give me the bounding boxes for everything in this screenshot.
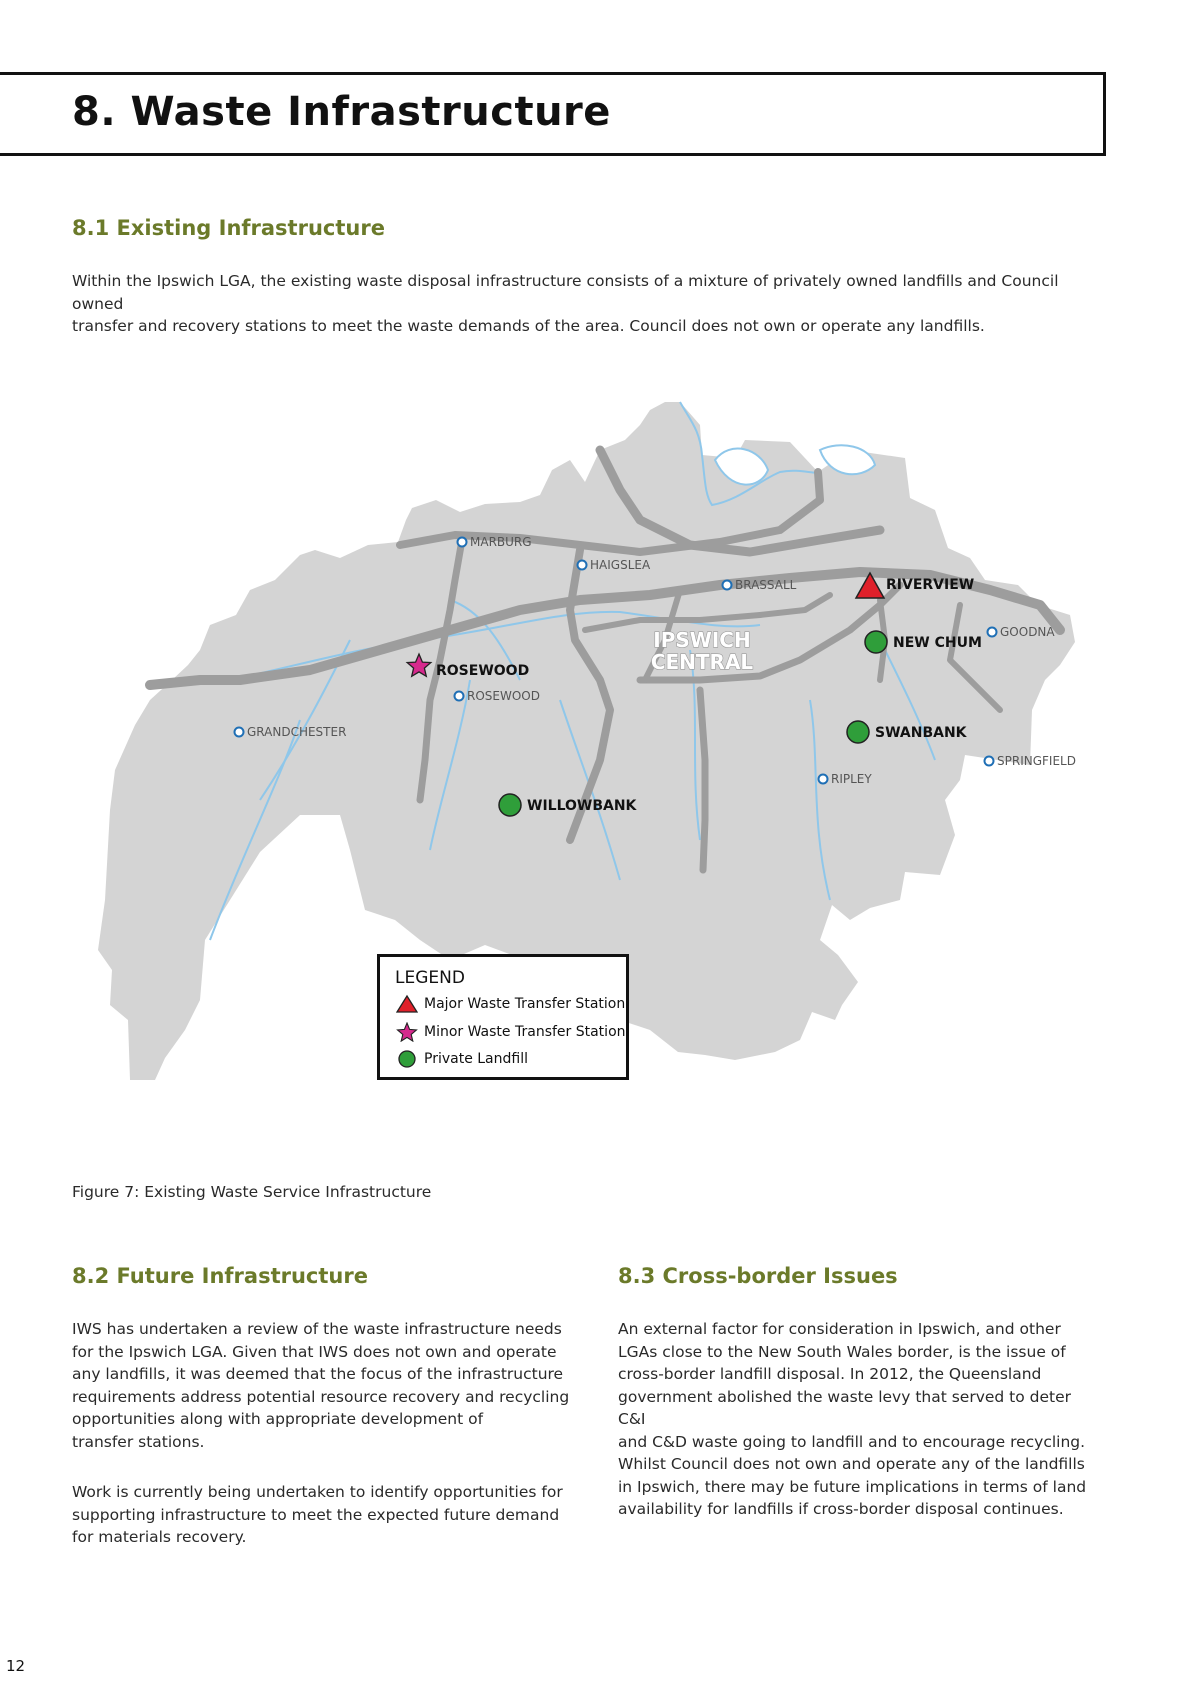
figure-caption: Figure 7: Existing Waste Service Infrastructure bbox=[72, 1183, 432, 1201]
body-line: transfer and recovery stations to meet the waste demands of the area. Council does not own or operate any landfills. bbox=[72, 317, 985, 335]
body-line: IWS has undertaken a review of the waste infrastructure needs bbox=[72, 1320, 562, 1338]
body-line: LGAs close to the New South Wales border, is the issue of bbox=[618, 1342, 1066, 1361]
minor-transfer-icon bbox=[396, 1022, 418, 1042]
map-legend bbox=[377, 954, 629, 1080]
town-marker-springfield bbox=[985, 757, 994, 766]
body-line: transfer stations. bbox=[72, 1432, 205, 1451]
town-label-ripley: RIPLEY bbox=[831, 772, 872, 786]
town-label-haigslea: HAIGSLEA bbox=[590, 558, 651, 572]
site-label-riverview: RIVERVIEW bbox=[886, 577, 975, 593]
town-marker-ripley bbox=[819, 775, 828, 784]
major-transfer-icon bbox=[396, 994, 418, 1014]
town-label-marburg: MARBURG bbox=[470, 535, 532, 549]
town-label-springfield: SPRINGFIELD bbox=[997, 754, 1076, 768]
site-label-rosewood: ROSEWOOD bbox=[436, 663, 530, 679]
body-line: cross-border landfill disposal. In 2012, the Queensland bbox=[618, 1365, 1042, 1383]
body-line: Work is currently being undertaken to identify opportunities for bbox=[72, 1483, 563, 1501]
body-line: supporting infrastructure to meet the expected future demand bbox=[72, 1505, 560, 1524]
legend-label-landfill: Private Landfill bbox=[424, 1051, 528, 1067]
legend-row-landfill bbox=[396, 1048, 528, 1070]
page-number: 12 bbox=[6, 1657, 26, 1675]
legend-row-minor bbox=[396, 1021, 626, 1043]
body-line: Within the Ipswich LGA, the existing waste disposal infrastructure consists of a mixture of privately owned landfills and Council owned bbox=[72, 272, 1059, 313]
section-heading-existing: 8.1 Existing Infrastructure bbox=[72, 216, 385, 240]
legend-row-major bbox=[396, 993, 625, 1015]
legend-label-minor: Minor Waste Transfer Station bbox=[424, 1024, 626, 1040]
body-line: any landfills, it was deemed that the focus of the infrastructure bbox=[72, 1365, 564, 1383]
title-box bbox=[0, 72, 1106, 156]
town-marker-grandchester bbox=[235, 728, 244, 737]
body-line: opportunities along with appropriate development of bbox=[72, 1410, 484, 1428]
body-line: for the Ipswich LGA. Given that IWS does not own and operate bbox=[72, 1342, 557, 1361]
town-marker-brassall bbox=[723, 581, 732, 590]
town-marker-rosewood bbox=[455, 692, 464, 701]
body-line: requirements address potential resource recovery and recycling bbox=[72, 1387, 570, 1406]
town-label-grandchester: GRANDCHESTER bbox=[247, 725, 347, 739]
section-heading-cross-border: 8.3 Cross-border Issues bbox=[618, 1264, 898, 1288]
section-body-existing bbox=[72, 270, 1112, 338]
site-label-willowbank: WILLOWBANK bbox=[527, 798, 637, 814]
landfill-icon bbox=[499, 794, 521, 816]
site-label-swanbank: SWANBANK bbox=[875, 725, 967, 741]
section-body-cross-border bbox=[618, 1318, 1098, 1521]
body-line: for materials recovery. bbox=[72, 1528, 247, 1546]
town-marker-marburg bbox=[458, 538, 467, 547]
town-label-brassall: BRASSALL bbox=[735, 578, 797, 592]
central-label-line2: CENTRAL bbox=[650, 650, 754, 674]
central-label-line1: IPSWICH bbox=[653, 628, 751, 652]
section-body-future bbox=[72, 1318, 572, 1453]
section-body-future-2 bbox=[72, 1481, 572, 1549]
town-label-rosewood: ROSEWOOD bbox=[467, 689, 540, 703]
section-heading-future: 8.2 Future Infrastructure bbox=[72, 1264, 368, 1288]
body-line: and C&D waste going to landfill and to encourage recycling. bbox=[618, 1432, 1086, 1451]
legend-label-major: Major Waste Transfer Station bbox=[424, 996, 626, 1012]
site-label-new-chum: NEW CHUM bbox=[893, 635, 982, 651]
body-line: Whilst Council does not own and operate any of the landfills bbox=[618, 1455, 1085, 1473]
body-line: in Ipswich, there may be future implications in terms of land bbox=[618, 1477, 1087, 1496]
page-title: 8. Waste Infrastructure bbox=[72, 89, 611, 135]
body-line: An external factor for consideration in Ipswich, and other bbox=[618, 1320, 1061, 1338]
body-line: government abolished the waste levy that served to deter C&I bbox=[618, 1387, 1072, 1428]
legend-title: LEGEND bbox=[395, 968, 465, 988]
town-marker-goodna bbox=[988, 628, 997, 637]
town-label-goodna: GOODNA bbox=[1000, 625, 1055, 639]
town-marker-haigslea bbox=[578, 561, 587, 570]
landfill-icon bbox=[865, 631, 887, 653]
landfill-icon bbox=[847, 721, 869, 743]
landfill-icon bbox=[396, 1049, 418, 1069]
body-line: availability for landfills if cross-border disposal continues. bbox=[618, 1500, 1064, 1518]
